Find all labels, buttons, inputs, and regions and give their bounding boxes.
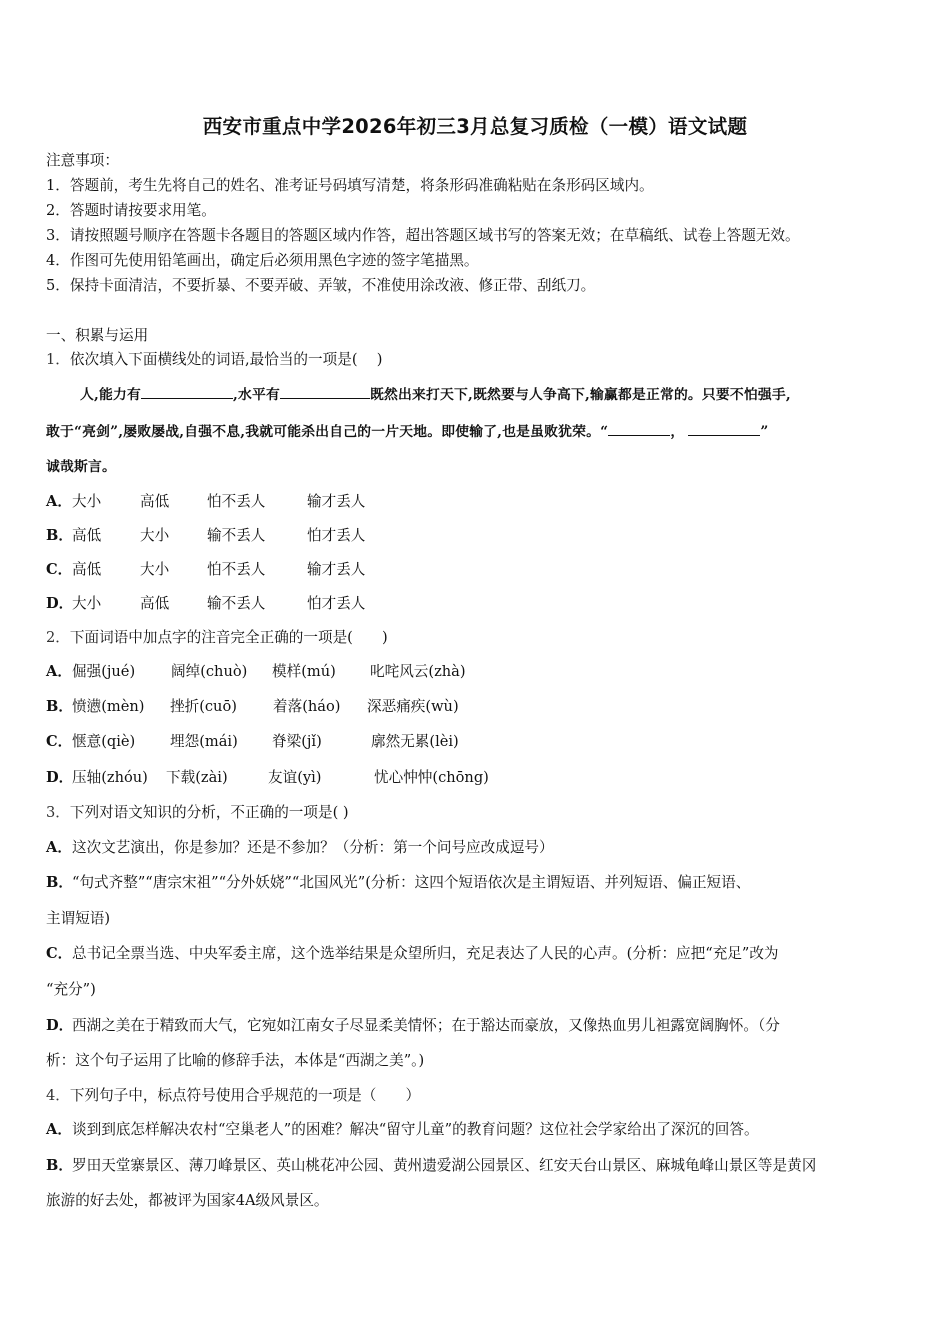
option-word: 模样(mú) <box>272 663 336 680</box>
question-number: 3． <box>46 804 70 821</box>
q1-option-c[interactable] <box>46 560 365 580</box>
q3-option-c[interactable] <box>46 944 779 964</box>
question-number: 2． <box>46 629 70 646</box>
option-word: 怕不丢人 <box>207 493 266 510</box>
q2-option-b[interactable] <box>46 697 459 717</box>
option-word: 大小 <box>140 527 170 544</box>
option-word: 高低 <box>72 527 102 544</box>
option-label: D． <box>46 769 74 786</box>
option-word: 高低 <box>72 561 102 578</box>
section-heading: 一、积累与运用 <box>46 327 149 344</box>
option-word: 愤懑(mèn) <box>72 698 145 715</box>
option-label: B． <box>46 874 73 891</box>
option-text: 西湖之美在于精致而大气，它宛如江南女子尽显柔美情怀；在于豁达而豪放，又像热血男儿袒露宽阔胸怀。（分 <box>72 1017 780 1034</box>
passage-text: ， <box>670 424 685 440</box>
option-word: 着落(háo) <box>273 698 341 715</box>
q3-option-a[interactable] <box>46 838 554 858</box>
option-word: 怕才丢人 <box>307 527 366 544</box>
option-label: A． <box>46 663 72 680</box>
q3-option-b-cont: 主谓短语) <box>46 910 111 927</box>
notice-heading: 注意事项： <box>46 152 119 169</box>
question-text: 依次填入下面横线处的词语,最恰当的一项是( ) <box>69 351 383 368</box>
blank-1[interactable] <box>141 384 233 399</box>
q1-option-a[interactable] <box>46 492 365 512</box>
option-label: B． <box>46 698 73 715</box>
question-4-stem <box>46 1086 420 1106</box>
question-3-stem <box>46 803 349 823</box>
option-text: 总书记全票当选、中央军委主席，这个选举结果是众望所归，充足表达了人民的心声。(分析：应把“充足”改为 <box>72 945 779 962</box>
notice-item: 2．答题时请按要求用笔。 <box>46 202 216 219</box>
option-word: 阔绰(chuò) <box>171 663 248 680</box>
question-text: 下面词语中加点字的注音完全正确的一项是( ) <box>69 629 388 646</box>
option-word: 怕不丢人 <box>207 561 266 578</box>
option-word: 大小 <box>72 595 102 612</box>
option-word: 挫折(cuō) <box>170 698 237 715</box>
option-label: A． <box>46 493 72 510</box>
notice-item: 4．作图可先使用铅笔画出，确定后必须用黑色字迹的签字笔描黑。 <box>46 252 479 269</box>
option-word: 输不丢人 <box>207 595 266 612</box>
option-label: B． <box>46 527 73 544</box>
notice-item: 3．请按照题号顺序在答题卡各题目的答题区域内作答，超出答题区域书写的答案无效；在草稿纸、试卷上答题无效。 <box>46 227 800 244</box>
notice-item: 5．保持卡面清洁，不要折暴、不要弄破、弄皱，不准使用涂改液、修正带、刮纸刀。 <box>46 277 596 294</box>
q1-passage-line-3: 诚哉斯言。 <box>46 459 116 475</box>
passage-text: ” <box>760 424 769 440</box>
question-number: 4． <box>46 1087 70 1104</box>
option-word: 高低 <box>140 595 170 612</box>
page-title: 西安市重点中学2026年初三3月总复习质检（一模）语文试题 <box>202 115 748 138</box>
q1-passage-line-1 <box>80 384 791 405</box>
option-word: 输才丢人 <box>307 493 366 510</box>
option-label: A． <box>46 839 72 856</box>
option-word: 叱咤风云(zhà) <box>370 663 466 680</box>
blank-3[interactable] <box>608 421 670 436</box>
q1-option-b[interactable] <box>46 526 365 546</box>
q3-option-b[interactable] <box>46 873 750 893</box>
option-text: 这次文艺演出，你是参加？还是不参加？（分析：第一个问号应改成逗号） <box>72 839 554 856</box>
option-text: 罗田天堂寨景区、薄刀峰景区、英山桃花冲公园、黄州遗爱湖公园景区、红安天台山景区、麻城龟峰山景区等是黄冈 <box>72 1157 817 1174</box>
q4-option-b-cont: 旅游的好去处，都被评为国家4A级风景区。 <box>46 1192 329 1209</box>
question-2-stem <box>46 628 388 648</box>
option-word: 输不丢人 <box>207 527 266 544</box>
option-word: 下载(zài) <box>166 769 228 786</box>
question-1-stem <box>46 350 382 370</box>
q2-option-c[interactable] <box>46 732 459 752</box>
q2-option-a[interactable] <box>46 662 466 682</box>
option-word: 大小 <box>140 561 170 578</box>
option-word: 廓然无累(lèi) <box>371 733 459 750</box>
option-word: 忧心忡忡(chōng) <box>374 769 489 786</box>
passage-text: 人,能力有 <box>80 387 141 403</box>
notice-item: 1．答题前，考生先将自己的姓名、准考证号码填写清楚，将条形码准确粘贴在条形码区域内。 <box>46 177 654 194</box>
q1-passage-line-2 <box>46 421 768 442</box>
q3-option-c-cont: “充分”) <box>46 981 96 998</box>
q4-option-b[interactable] <box>46 1156 816 1176</box>
option-word: 怕才丢人 <box>307 595 366 612</box>
q3-option-d[interactable] <box>46 1016 780 1036</box>
question-text: 下列句子中，标点符号使用合乎规范的一项是（ ） <box>69 1087 421 1104</box>
option-label: C． <box>46 561 73 578</box>
passage-text: 敢于“亮剑”,屡败屡战,自强不息,我就可能杀出自己的一片天地。即使输了,也是虽败犹荣。“ <box>46 424 609 440</box>
option-word: 压轴(zhóu) <box>72 769 148 786</box>
option-word: 惬意(qiè) <box>72 733 136 750</box>
option-label: D． <box>46 1017 74 1034</box>
option-word: 高低 <box>140 493 170 510</box>
option-label: C． <box>46 733 73 750</box>
option-label: A． <box>46 1121 72 1138</box>
option-word: 输才丢人 <box>307 561 366 578</box>
option-word: 深恶痛疾(wù) <box>367 698 459 715</box>
option-word: 倔强(jué) <box>72 663 136 680</box>
blank-4[interactable] <box>688 421 760 436</box>
passage-text: 既然出来打天下,既然要与人争高下,输赢都是正常的。只要不怕强手, <box>370 387 791 403</box>
q1-option-d[interactable] <box>46 594 365 614</box>
option-text: 谈到到底怎样解决农村“空巢老人”的困难？解决“留守儿童”的教育问题？这位社会学家给出了深沉的回答。 <box>72 1121 759 1138</box>
option-word: 脊梁(jǐ) <box>272 733 322 750</box>
option-word: 埋怨(mái) <box>170 733 238 750</box>
option-label: D． <box>46 595 74 612</box>
blank-2[interactable] <box>280 384 370 399</box>
option-word: 友谊(yì) <box>268 769 322 786</box>
q2-option-d[interactable] <box>46 768 489 788</box>
option-label: C． <box>46 945 73 962</box>
option-text: “句式齐整”“唐宗宋祖”“分外妖娆”“北国风光”(分析：这四个短语依次是主谓短语、并列短语、偏正短语、 <box>72 874 751 891</box>
passage-text: ,水平有 <box>233 387 280 403</box>
question-text: 下列对语文知识的分析，不正确的一项是( ) <box>69 804 349 821</box>
option-word: 大小 <box>72 493 102 510</box>
q4-option-a[interactable] <box>46 1120 759 1140</box>
question-number: 1． <box>46 351 70 368</box>
option-label: B． <box>46 1157 73 1174</box>
q3-option-d-cont: 析：这个句子运用了比喻的修辞手法，本体是“西湖之美”。) <box>46 1052 425 1069</box>
